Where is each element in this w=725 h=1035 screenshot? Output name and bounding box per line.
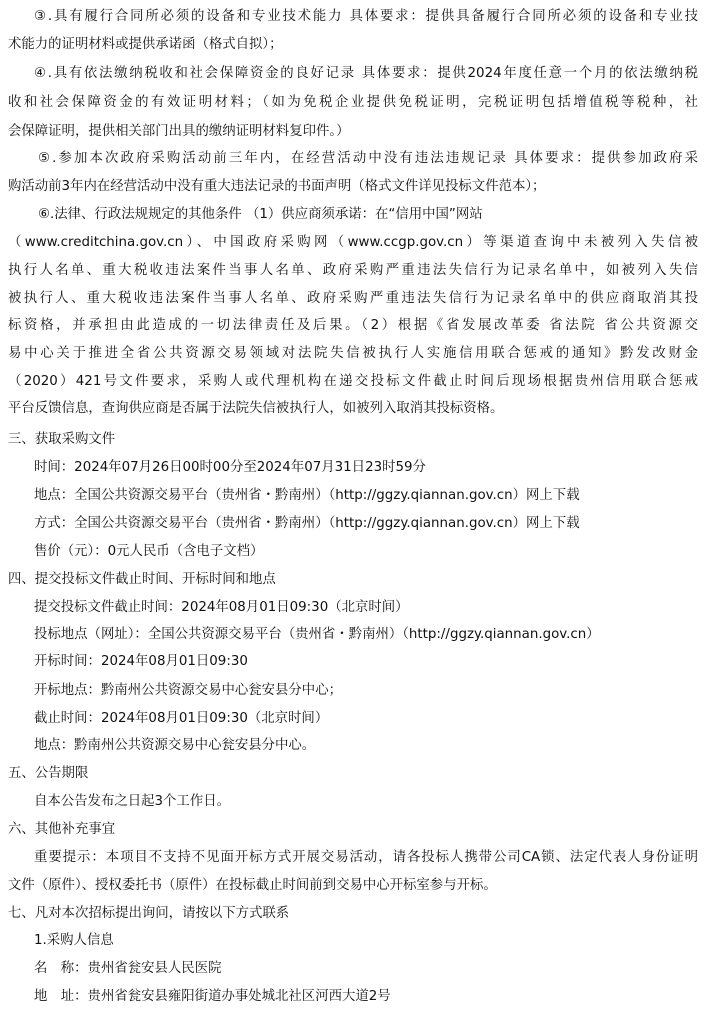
section-5-heading: 五、公告期限: [8, 766, 89, 781]
section-4-deadline: 提交投标文件截止时间：2024年08月01日09:30（北京时间）: [34, 600, 409, 615]
section-4-site: 地点：黔南州公共资源交易中心瓮安县分中心。: [34, 738, 316, 753]
item-6-line-8: 平台反馈信息，查询供应商是否属于法院失信被执行人，如被列入取消其投标资格。: [8, 401, 504, 416]
section-5-period: 自本公告发布之日起3个工作日。: [34, 794, 230, 809]
section-6-notice-line-2: 文件（原件）、授权委托书（原件）在投标截止时间前到交易中心开标室参与开标。: [8, 878, 497, 893]
item-6-line-4: 被执行人、重大税收违法案件当事人名单、政府采购严重违法失信行为记录名单中的供应商取消其投: [8, 291, 698, 306]
item-6-line-1: ⑥.法律、行政法规规定的其他条件 （1）供应商须承诺：在“信用中国”网站: [38, 207, 483, 222]
purchaser-info-heading: 1.采购人信息: [34, 933, 114, 948]
section-7-heading: 七、凡对本次招标提出询问，请按以下方式联系: [8, 906, 290, 921]
item-3-line-1: ③.具有履行合同所必须的设备和专业技术能力 具体要求：提供具备履行合同所必须的设备和专业技: [34, 9, 698, 24]
item-6-line-5: 标资格，并承担由此造成的一切法律责任及后果。（2）根据《省发展改革委 省法院 省公共资源交: [8, 318, 698, 333]
section-4-heading: 四、提交投标文件截止时间、开标时间和地点: [8, 572, 276, 587]
section-6-heading: 六、其他补充事宜: [8, 822, 116, 837]
purchaser-name: 名 称：贵州省瓮安县人民医院: [34, 961, 222, 976]
section-4-open-site: 开标地点：黔南州公共资源交易中心瓮安县分中心；: [34, 683, 342, 698]
item-3-line-2: 术能力的证明材料或提供承诺函（格式自拟）；: [8, 37, 283, 52]
item-5-line-1: ⑤.参加本次政府采购活动前三年内，在经营活动中没有违法违规记录 具体要求：提供参加政府采: [38, 151, 698, 166]
purchaser-address: 地 址：贵州省瓮安县雍阳街道办事处城北社区河西大道2号: [34, 989, 391, 1004]
item-6-line-7: （2020）421号文件要求，采购人或代理机构在递交投标文件截止时间后现场根据贵州信用联合惩戒: [8, 374, 698, 389]
item-4-line-2: 收和社会保障资金的有效证明材料；（如为免税企业提供免税证明，完税证明包括增值税等税种，社: [8, 95, 698, 110]
section-3-method: 方式：全国公共资源交易平台（贵州省・黔南州）（http://ggzy.qiannan.gov.cn）网上下载: [34, 516, 580, 531]
item-6-line-2: （www.creditchina.gov.cn）、中国政府采购网（www.ccgp.gov.cn）等渠道查询中未被列入失信被: [8, 235, 698, 250]
item-4-line-1: ④.具有依法缴纳税收和社会保障资金的良好记录 具体要求：提供2024年度任意一个月的依法缴纳税: [34, 66, 698, 81]
section-4-close-time: 截止时间：2024年08月01日09:30（北京时间）: [34, 711, 329, 726]
section-3-location: 地点：全国公共资源交易平台（贵州省・黔南州）（http://ggzy.qiannan.gov.cn）网上下载: [34, 488, 580, 503]
section-3-heading: 三、获取采购文件: [8, 432, 116, 447]
section-6-notice-line-1: 重要提示：本项目不支持不见面开标方式开展交易活动，请各投标人携带公司CA锁、法定代表人身份证明: [34, 850, 698, 865]
section-4-bid-site: 投标地点（网址）：全国公共资源交易平台（贵州省・黔南州）（http://ggzy.qiannan.gov.cn）: [34, 627, 600, 642]
section-3-price: 售价（元）：0元人民币（含电子文档）: [34, 544, 264, 559]
section-3-time: 时间：2024年07月26日00时00分至2024年07月31日23时59分: [34, 460, 426, 475]
item-5-line-2: 购活动前3年内在经营活动中没有重大违法记录的书面声明（格式文件详见投标文件范本）；: [8, 179, 546, 194]
section-4-open-time: 开标时间：2024年08月01日09:30: [34, 654, 248, 669]
item-6-line-3: 执行人名单、重大税收违法案件当事人名单、政府采购严重违法失信行为记录名单中，如被列入失信: [8, 263, 698, 278]
item-6-line-6: 易中心关于推进全省公共资源交易领域对法院失信被执行人实施信用联合惩戒的通知》黔发改财金: [8, 346, 698, 361]
item-4-line-3: 会保障证明，提供相关部门出具的缴纳证明材料复印件。）: [8, 124, 350, 139]
